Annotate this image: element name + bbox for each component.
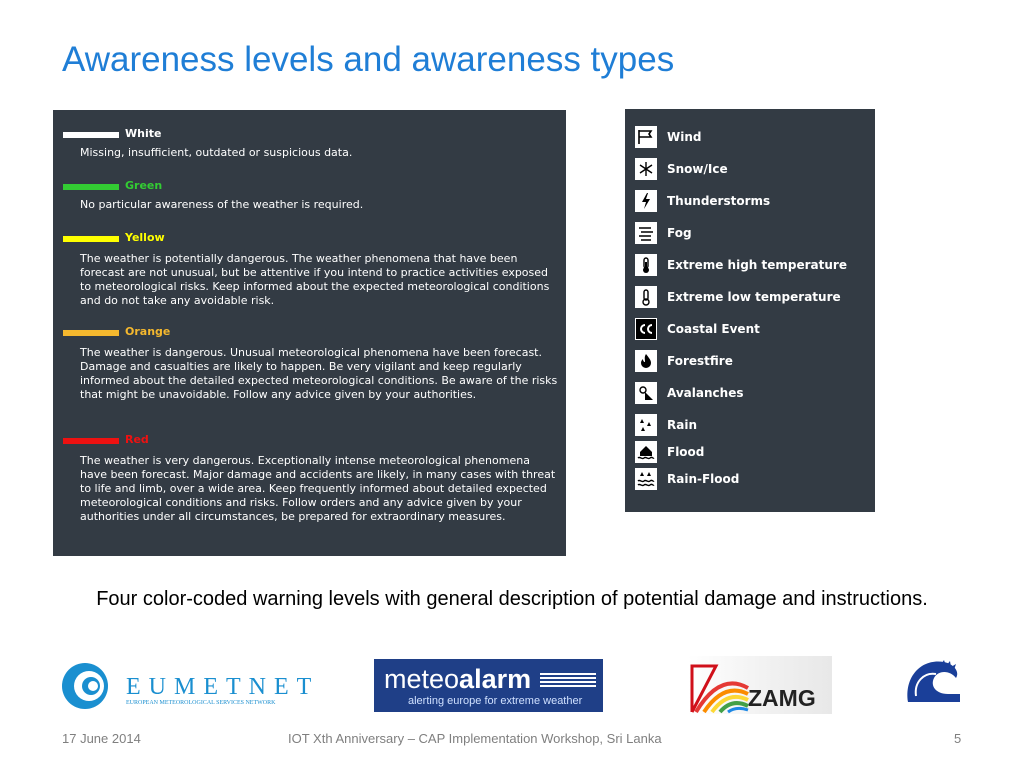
type-avalanches [635, 382, 875, 404]
rain-icon [635, 414, 657, 436]
forestfire-icon [635, 350, 657, 372]
level-yellow-bar [63, 236, 119, 242]
wind-icon [635, 126, 657, 148]
type-flood-label: Flood [667, 445, 705, 459]
awareness-types-panel [625, 109, 875, 512]
eumetnet-name: EUMETNET [126, 674, 320, 700]
type-snow-ice [635, 158, 875, 180]
level-green-name: Green [125, 179, 163, 192]
type-thunderstorms-label: Thunderstorms [667, 194, 771, 208]
snow-ice-icon [635, 158, 657, 180]
footer-page-number: 5 [954, 731, 962, 746]
type-snow-ice-label: Snow/Ice [667, 162, 728, 176]
meteoalarm-name-light: meteo [384, 664, 460, 694]
level-green-description: No particular awareness of the weather is required. [80, 198, 364, 211]
type-extreme-high-temperature-label: Extreme high temperature [667, 258, 847, 272]
type-forestfire [635, 350, 875, 372]
eumetnet-logo [60, 660, 320, 712]
level-red-description: The weather is very dangerous. Exceptionally intense meteorological phenomena have been forecast. Major damage and accidents are likely, in many cases with threat to life and limb, over a wide area. Keep frequently informed about detailed expected meteorological conditions and risks. Follow orders and any advice given by your authorities under all circumstances, be prepared for extraordinary measures. [80, 454, 556, 523]
slide-caption: Four color-coded warning levels with general description of potential damage and instructions. [96, 588, 928, 610]
level-red-bar [63, 438, 119, 444]
level-white-bar [63, 132, 119, 138]
footer-date: 17 June 2014 [62, 731, 141, 746]
level-white-name: White [125, 127, 162, 140]
type-extreme-high-temperature [635, 254, 875, 276]
low-temperature-icon [635, 286, 657, 308]
zamg-rainbow-icon [690, 658, 750, 714]
type-wind-label: Wind [667, 130, 702, 144]
coastal-event-icon [635, 318, 657, 340]
level-yellow-description: The weather is potentially dangerous. The weather phenomena that have been forecast are not unusual, but be attentive if you intend to practice activities exposed to meteorological risks. Keep informed about the expected meteorological conditions and do not take any avoidable risk. [80, 252, 550, 307]
meteoalarm-logo [374, 659, 603, 712]
level-green-bar [63, 184, 119, 190]
zamg-name: ZAMG [748, 685, 816, 711]
meteoalarm-stripes [540, 673, 596, 689]
flood-icon [635, 441, 657, 463]
awareness-levels-panel [53, 110, 566, 556]
type-avalanches-label: Avalanches [667, 386, 744, 400]
level-red-name: Red [125, 433, 149, 446]
avalanche-icon [635, 382, 657, 404]
eumetnet-emblem-icon [60, 660, 112, 712]
wave-logo [904, 656, 960, 704]
type-thunderstorms [635, 190, 875, 212]
eumetnet-subtitle: EUROPEAN METEOROLOGICAL SERVICES NETWORK [126, 700, 276, 706]
meteoalarm-name-bold: alarm [459, 664, 532, 694]
footer-event: IOT Xth Anniversary – CAP Implementation Workshop, Sri Lanka [288, 731, 662, 746]
type-rain-flood [635, 468, 875, 490]
type-fog-label: Fog [667, 226, 692, 240]
level-yellow-name: Yellow [125, 231, 165, 244]
type-wind [635, 126, 875, 148]
level-orange-name: Orange [125, 325, 171, 338]
type-fog [635, 222, 875, 244]
type-coastal-event [635, 318, 875, 340]
slide-title: Awareness levels and awareness types [62, 40, 675, 79]
type-flood [635, 441, 875, 463]
type-rain-flood-label: Rain-Flood [667, 472, 740, 486]
level-orange-bar [63, 330, 119, 336]
type-extreme-low-temperature-label: Extreme low temperature [667, 290, 841, 304]
type-extreme-low-temperature [635, 286, 875, 308]
zamg-logo [688, 656, 832, 714]
type-rain-label: Rain [667, 418, 697, 432]
type-coastal-event-label: Coastal Event [667, 322, 760, 336]
level-white-description: Missing, insufficient, outdated or suspicious data. [80, 146, 353, 159]
high-temperature-icon [635, 254, 657, 276]
rain-flood-icon [635, 468, 657, 490]
type-forestfire-label: Forestfire [667, 354, 733, 368]
type-rain [635, 414, 875, 436]
wave-emblem-icon [904, 656, 960, 704]
meteoalarm-tagline: alerting europe for extreme weather [408, 695, 583, 707]
level-orange-description: The weather is dangerous. Unusual meteorological phenomena have been forecast. Damage and casualties are likely to happen. Be very vigilant and keep regularly informed about the detailed expected meteorological conditions. Be aware of the risks that might be unavoidable. Follow any advice given by your authorities. [80, 346, 558, 401]
fog-icon [635, 222, 657, 244]
thunderstorm-icon [635, 190, 657, 212]
